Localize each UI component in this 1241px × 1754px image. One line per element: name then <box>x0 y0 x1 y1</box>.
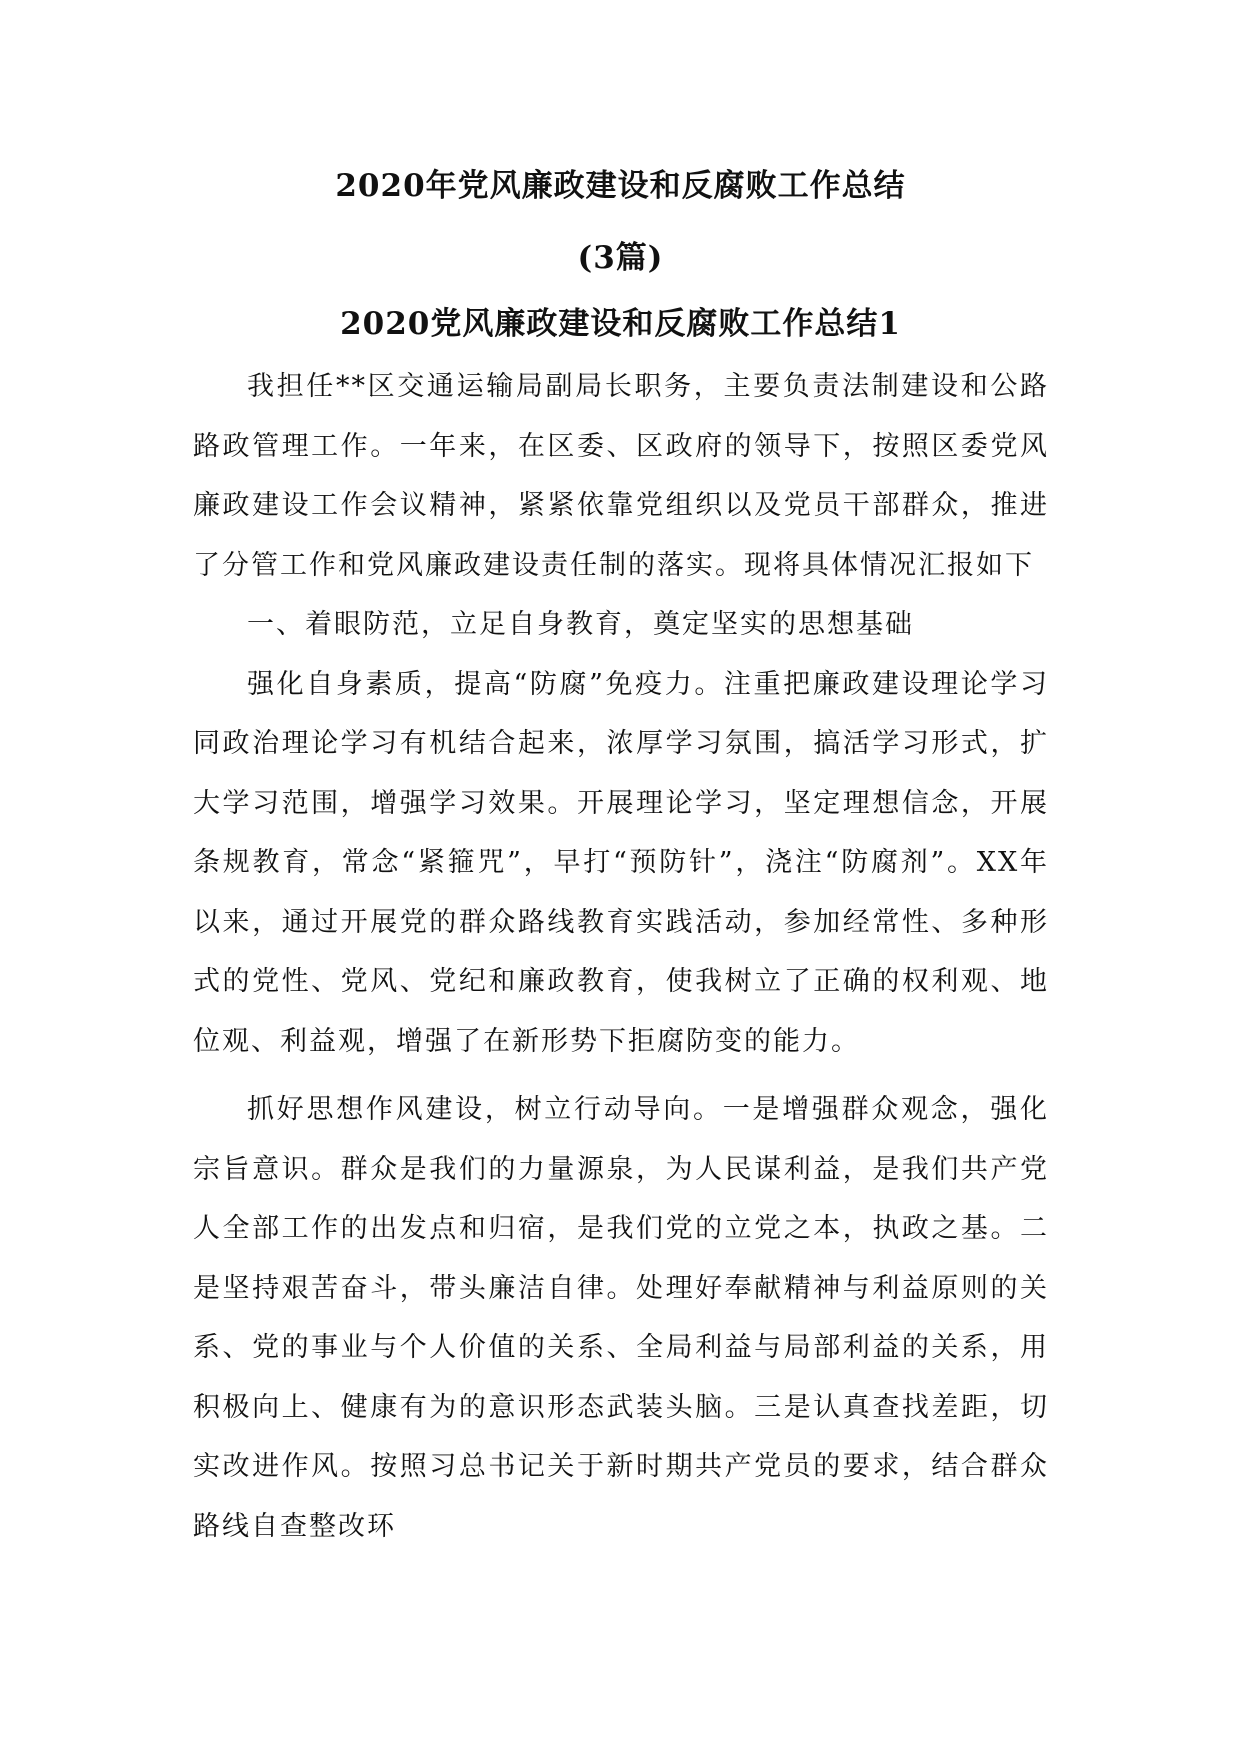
section-title: 2020党风廉政建设和反腐败工作总结1 <box>340 306 901 342</box>
document-body <box>193 357 1049 1556</box>
paragraph-self-quality: 强化自身素质，提高“防腐”免疫力。注重把廉政建设理论学习同政治理论学习有机结合起来，浓厚学习氛围，搞活学习形式，扩大学习范围，增强学习效果。开展理论学习，坚定理想信念，开展条规教育，常念“紧箍咒”，早打“预防针”，浇注“防腐剂”。XX年以来，通过开展党的群众路线教育实践活动，参加经常性、多种形式的党性、党风、党纪和廉政教育，使我树立了正确的权利观、地位观、利益观，增强了在新形势下拒腐防变的能力。 <box>193 668 1049 1057</box>
document-title-count: (3篇) <box>577 240 664 276</box>
paragraph-work-style: 抓好思想作风建设，树立行动导向。一是增强群众观念，强化宗旨意识。群众是我们的力量源泉，为人民谋利益，是我们共产党人全部工作的出发点和归宿，是我们党的立党之本，执政之基。二是坚持艰苦奋斗，带头廉洁自律。处理好奉献精神与利益原则的关系、党的事业与个人价值的关系、全局利益与局部利益的关系，用积极向上、健康有为的意识形态武装头脑。三是认真查找差距，切实改进作风。按照习总书记关于新时期共产党员的要求，结合群众路线自查整改环 <box>193 1094 1049 1542</box>
document-title: 2020年党风廉政建设和反腐败工作总结 <box>335 168 906 204</box>
paragraph-heading-1: 一、着眼防范，立足自身教育，奠定坚实的思想基础 <box>247 609 914 640</box>
paragraph-intro: 我担任**区交通运输局副局长职务，主要负责法制建设和公路路政管理工作。一年来，在区委、区政府的领导下，按照区委党风廉政建设工作会议精神，紧紧依靠党组织以及党员干部群众，推进了分管工作和党风廉政建设责任制的落实。现将具体情况汇报如下 <box>193 371 1049 581</box>
